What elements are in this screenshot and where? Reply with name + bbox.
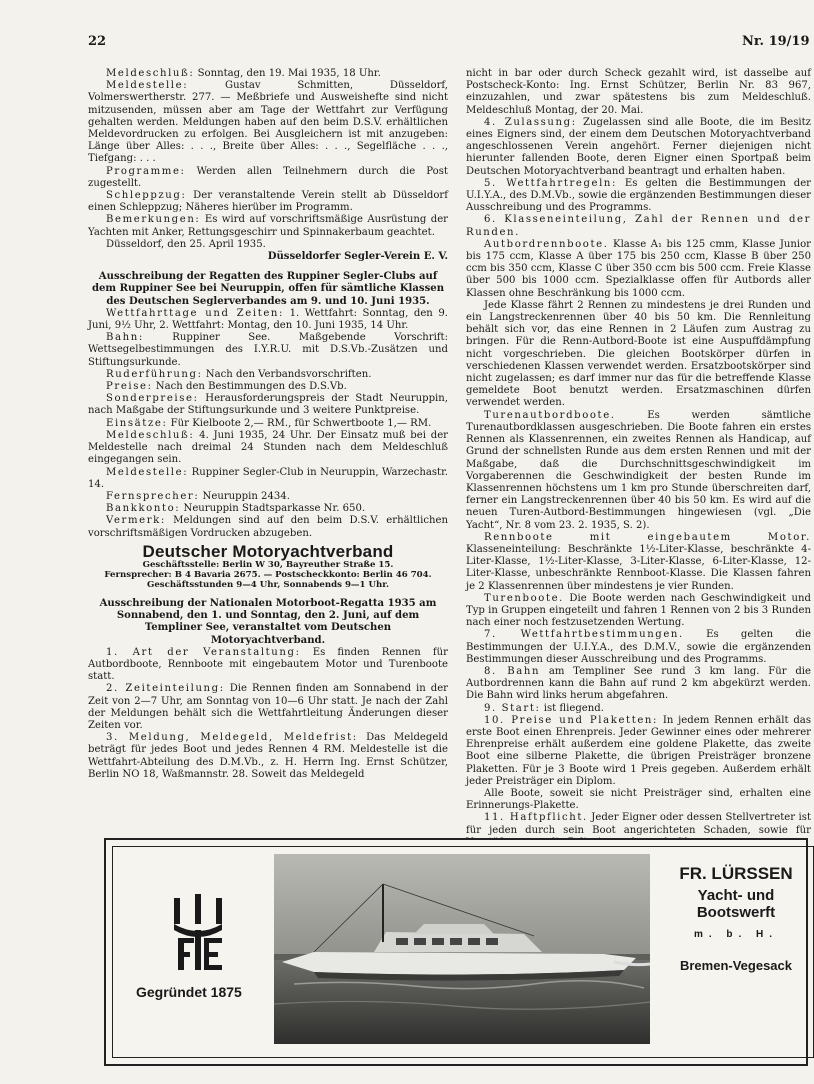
ruppin-heading: Ausschreibung der Regatten des Ruppiner Segler-Clubs auf dem Ruppiner See bei Neuruppin, offen für sämtliche Klassen des Deutschen Seglerverbandes am 9. und 10. Juni 1935. [91, 271, 445, 307]
dateline: Düsseldorf, den 25. April 1935. [106, 238, 266, 250]
dmyv-heading: Deutscher Motoryachtverband [142, 541, 394, 561]
paragraph: 5. Wettfahrtregeln: Es gelten die Bestimmungen der U.I.Y.A., des D.M.Vb., sowie die ergänzenden Bestimmungen dieser Ausschreibung und des Programms. [466, 177, 811, 214]
paragraph: Rennboote mit eingebautem Motor. Klasseneinteilung: Beschränkte 1½-Liter-Klasse, beschränkte 4-Liter-Klasse, 1½-Liter-Klasse, 3-Liter-Klasse, 6-Liter-Klasse, 12-Liter-Klasse, unbeschränkte Rennboot-Klasse. Die Klassen fahren je 2 Klassenrennen über mindestens je vier Runden. [466, 531, 811, 592]
trident-monogram-logo-icon [168, 894, 228, 974]
paragraph: 8. Bahn am Templiner See rund 3 km lang. Für die Autbordrennen kann die Bahn auf rund 2 km abgekürzt werden. Die Bahn wird links herum abgefahren. [466, 665, 811, 702]
dmyv-hours: Geschäftsstunden 9—4 Uhr, Sonnabends 9—1 Uhr. [147, 579, 389, 590]
motor-yacht-photo [274, 854, 650, 1044]
firm-name: FR. LÜRSSEN [679, 864, 793, 883]
paragraph: Meldeschluß: 4. Juni 1935, 24 Uhr. Der Einsatz muß bei der Meldestelle nach dreimal 24 Stunden nach dem Meldeschluß eingegangen sein. [88, 429, 448, 466]
paragraph: Vermerk: Meldungen sind auf den beim D.S.V. erhältlichen vorschriftsmäßigen Vordrucken abzugeben. [88, 515, 448, 539]
right-column [466, 68, 811, 861]
paragraph: Einsätze: Für Kielboote 2,— RM., für Schwertboote 1,— RM. [106, 417, 432, 429]
paragraph: Bahn: Ruppiner See. Maßgebende Vorschrift: Wettsegelbestimmungen des I.Y.R.U. mit D.S.Vb.-Zusätzen und Stiftungsurkunde. [88, 332, 448, 368]
paragraph: 11. Haftpflicht. Jeder Eigner oder dessen Stellvertreter ist für jeden durch sein Boot angerichteten Schaden, sowie für [466, 812, 812, 836]
paragraph: 3. Meldung, Meldegeld, Meldefrist: Das Meldegeld beträgt für jedes Boot und jedes Rennen 4 RM. Meldestelle ist die Wettfahrt-Abteilung des D.M.Vb., z. H. Herrn Ing. Ernst Schützer, Berlin NO 18, Waßmannstr. 28. Soweit das Meldegeld [88, 732, 449, 780]
paragraph: 6. Klasseneinteilung, Zahl der Rennen und der Runden. [466, 214, 811, 238]
regatta-heading: Ausschreibung der Nationalen Motorboot-Regatta 1935 am Sonnabend, den 1. und Sonntag, den 2. Juni, auf dem Templiner See, veranstaltet vom Deutschen Motoryachtverband. [99, 597, 437, 646]
paragraph: Schleppzug: Der veranstaltende Verein stellt ab Düsseldorf einen Schleppzug; Näheres hierüber im Programm. [88, 190, 448, 214]
dmyv-address: Geschäftsstelle: Berlin W 30, Bayreuther Straße 15. [142, 559, 394, 570]
firm-name-block [666, 864, 806, 973]
dmyv-contact: Fernsprecher: B 4 Bavaria 2675. — Postscheckkonto: Berlin 46 704. [104, 569, 432, 580]
founded-text: Gegründet 1875 [136, 984, 242, 1000]
paragraph: Bankkonto: Neuruppin Stadtsparkasse Nr. 650. [106, 503, 366, 515]
issue-number: Nr. 19/19 [742, 34, 810, 49]
paragraph: Turenboote. Die Boote werden nach Geschwindigkeit und Typ in Gruppen eingeteilt und fahren 1 Rennen von 2 bis 3 Runden nach einer noch festzusetzenden Wertung. [466, 592, 811, 629]
paragraph: Bemerkungen: Es wird auf vorschriftsmäßige Ausrüstung der Yachten mit Anker, Rettungsgeschirr und Spinnakerbaum geachtet. [88, 214, 448, 238]
paragraph: 7. Wettfahrtbestimmungen. Es gelten die Bestimmungen der U.I.Y.A., des D.M.V., sowie die ergänzenden Bestimmungen dieser Ausschreibung und des Programms. [466, 629, 811, 665]
paragraph: 10. Preise und Plaketten: In jedem Rennen erhält das erste Boot einen Ehrenpreis. Jeder Gewinner eines oder mehrerer Ehrenpreise erhält außerdem eine goldene Plakette, das zweite Boot eine silberne Plakette, die übrigen Preisträger bronzene Plaketten. Für je 3 Boote wird 1 Preis gegeben. Außerdem erhält jeder Preisträger ein Diplom. [466, 714, 812, 787]
paragraph: Alle Boote, soweit sie nicht Preisträger sind, erhalten eine Erinnerungs-Plakette. [466, 787, 811, 812]
firm-type-line1: Yacht- und [697, 887, 775, 904]
paragraph: Jede Klasse fährt 2 Rennen zu mindestens je drei Runden und ein Langstreckenrennen über 40 bis 50 km. Die Rennleitung behält sich vor, das eine Rennen in 2 Läufen zum Austrag zu bringen. Für die Renn-Autbord-Boote ist eine Auspuffdämpfung nicht vorgeschrieben. Die gleichen Bootskörper dürfen in verschiedenen Klassen verwendet werden. Ersatzbootskörper sind nicht zugelassen; es darf immer nur das für die betreffende Klasse gemeldete Boot benutzt werden. Ersatzmaschinen dürfen verwendet werden. [466, 299, 811, 409]
paragraph: nicht in bar oder durch Scheck gezahlt wird, ist dasselbe auf Postscheck-Konto: Ing. Ernst Schützer, Berlin Nr. 83 967, einzuzahlen, und zwar spätestens bis zum Meldeschluß. Meldeschluß Montag, der 20. Mai. [466, 68, 811, 116]
firm-legal-form: m. b. H. [693, 929, 779, 940]
paragraph: 9. Start: ist fliegend. [484, 702, 604, 714]
page-number: 22 [88, 34, 107, 49]
paragraph: Meldestelle: Gustav Schmitten, Düsseldorf, Volmerswertherstr. 277. — Meßbriefe und Ausweishefte sind nicht mitzusenden, müssen aber am Tage der Wettfahrt zur Verfügung gehalten werden. Meldungen haben auf den beim D.S.V. erhältlichen Meldevordrucken zu erfolgen. Bei Ausgleichern ist mit anzugeben: Länge über Alles: . . ., Breite über Alles: . . ., Segelfläche . . ., Tiefgang: . . . [88, 80, 448, 165]
paragraph: Fernsprecher: Neuruppin 2434. [106, 490, 290, 502]
paragraph: Meldestelle: Ruppiner Segler-Club in Neuruppin, Warzechastr. 14. [88, 466, 448, 490]
shipyard-advertisement [104, 838, 808, 1066]
paragraph: 4. Zulassung: Zugelassen sind alle Boote, die im Besitz eines Eigners sind, der einem dem Deutschen Motoryachtverband angeschlossenen Verein angehört. Ferner diejenigen nicht hierunter fallenden Boote, deren Eigner einen Sportpaß beim Deutschen Motoryachtverband beantragt und erhalten haben. [466, 116, 811, 177]
paragraph: Wettfahrttage und Zeiten: 1. Wettfahrt: Sonntag, den 9. Juni, 9½ Uhr, 2. Wettfahrt: Montag, den 10. Juni 1935, 14 Uhr. [88, 307, 448, 332]
paragraph: 2. Zeiteinteilung: Die Rennen finden am Sonnabend in der Zeit von 2—7 Uhr, am Sonntag von 10—6 Uhr statt. Je nach der Zahl der Meldungen behält sich die Wettfahrtleitung Änderungen dieser Zeiten vor. [88, 683, 448, 731]
signature: Düsseldorfer Segler-Verein E. V. [267, 251, 448, 263]
paragraph: Programme: Werden allen Teilnehmern durch die Post zugestellt. [88, 165, 448, 189]
motor-yacht-illustration [274, 854, 650, 1044]
paragraph: Turenautbordboote. Es werden sämtliche Turenautbordklassen ausgeschrieben. Die Boote fahren ein erstes Rennen als Klassenrennen, ein zweites Rennen als Handicap, auf Grund der schnellsten Runde aus dem ersten Rennen und mit der Maßgabe, daß die Durchschnittsgeschwindigkeit im Vorgaberennen die Geschwindigkeit der besten Runde im Klassenrennen höchstens um 1 km pro Stunde überschreiten darf, ferner ein Langstreckenrennen über 40 bis 50 km. Es wird auf die neuen Turen-Autbord-Bestimmungen hingewiesen (vgl. „Die Yacht“, Nr. 8 vom 23. 2. 1935, S. 2). [466, 409, 811, 531]
firm-type-line2: Bootswerft [696, 904, 776, 921]
paragraph: Ruderführung: Nach den Verbandsvorschriften. [106, 368, 372, 380]
paragraph: Sonderpreise: Herausforderungspreis der Stadt Neuruppin, nach Maßgabe der Stiftungsurkunde und 3 weitere Punktpreise. [88, 393, 448, 417]
paragraph: Meldeschluß: Sonntag, den 19. Mai 1935, 18 Uhr. [106, 68, 381, 79]
paragraph: Autbordrennboote. Klasse A₁ bis 125 cmm, Klasse Junior bis 175 ccm, Klasse A über 175 bis 250 ccm, Klasse B über 250 ccm bis 350 ccm, Klasse C über 350 ccm bis 500 ccm. Freie Klasse über 500 bis 1000 ccm. Spezialklasse offen für Autbords aller Klassen ohne Beschränkung bis 1000 ccm. [466, 238, 811, 299]
left-column [88, 68, 448, 781]
paragraph: 1. Art der Veranstaltung: Es finden Rennen für Autbordboote, Rennboote mit eingebautem Motor und Turenboote statt. [88, 646, 448, 683]
paragraph: Preise: Nach den Bestimmungen des D.S.Vb. [106, 381, 347, 393]
firm-location: Bremen-Vegesack [679, 958, 792, 973]
